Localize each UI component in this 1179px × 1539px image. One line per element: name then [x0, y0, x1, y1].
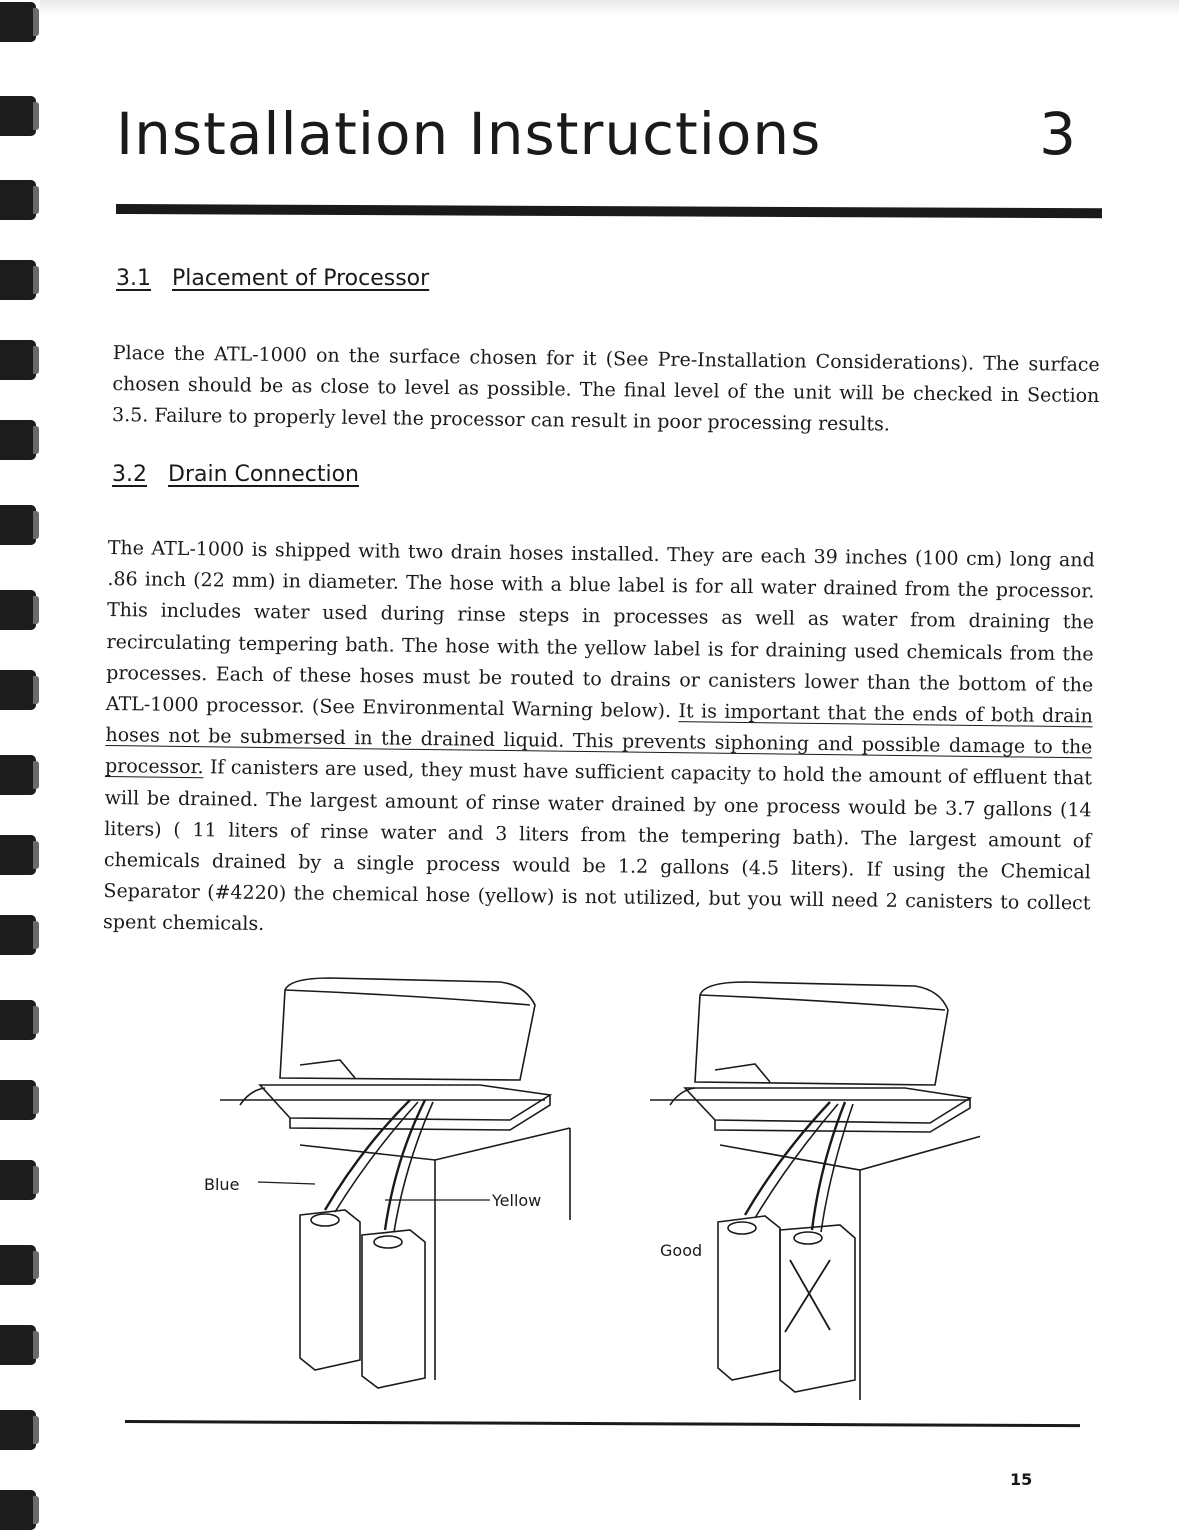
- canister-yellow: [362, 1230, 425, 1388]
- section-heading-drain: [112, 462, 359, 487]
- drain-warning-underlined: It is important that the ends of both drain hoses not be submersed in the drained liquid. This prevents siphoning and possible damage to the processor.: [104, 700, 1093, 779]
- processor-body: [695, 982, 948, 1085]
- processor-handle: [300, 1060, 355, 1078]
- footer-rule: [125, 1420, 1080, 1427]
- processor-base-side: [715, 1098, 970, 1132]
- table-front-edge: [720, 1135, 980, 1170]
- canister-good-cap: [728, 1222, 756, 1234]
- drain-hose-illustration: [180, 960, 980, 1420]
- section-heading-placement: [116, 266, 429, 291]
- hose-blue: [325, 1100, 410, 1210]
- label-blue: Blue: [204, 1175, 240, 1194]
- processor-base: [260, 1085, 550, 1120]
- spiral-binding: [0, 0, 40, 1539]
- right-figure: [650, 982, 980, 1400]
- table-corner: [240, 1088, 265, 1105]
- canister-good: [718, 1216, 780, 1380]
- placement-paragraph: Place the ATL-1000 on the surface chosen for it (See Pre-Installation Considerations). The surface chosen should be as close to level as possible. The final level of the unit will be checked in Section 3.5. Failure to properly level the processor can result in poor processing results.: [111, 341, 1100, 436]
- drain-text-end: If canisters are used, they must have sufficient capacity to hold the amount of effluent that will be drained. The largest amount of rinse water drained by one process would be 3.7 gallons (14 liters) ( 11 liters of rinse water and 3 liters from the tempering bath). The largest amount of chemicals drained by a single process would be 1.2 gallons (4.5 liters). If using the Chemical Separator (#4220) the chemical hose (yellow) is not utilized, but you will need 2 canisters to collect spent chemicals.: [102, 756, 1093, 936]
- section-title: Drain Connection: [168, 462, 359, 487]
- chapter-number: 3: [1039, 100, 1076, 168]
- table-front-edge: [300, 1128, 570, 1160]
- drain-text-start: The ATL-1000 is shipped with two drain hoses installed. They are each 39 inches (100 cm) long and .86 inch (22 mm) in diameter. The hose with a blue label is for all water drained from the processor. This includes water used during rinse steps in processes as well as water from draining the recirculating tempering bath. The hose with the yellow label is for draining used chemicals from the processes. Each of these hoses must be routed to drains or canisters lower than the bottom of the ATL-1000 processor. (See Environmental Warning below).: [105, 536, 1095, 723]
- leader-blue: [258, 1182, 315, 1184]
- processor-lid-line: [700, 995, 945, 1010]
- processor-lid-line: [285, 990, 530, 1005]
- label-good: Good: [660, 1241, 703, 1260]
- chapter-title: Installation Instructions: [116, 100, 822, 168]
- canister-bad-cap: [794, 1232, 822, 1244]
- label-yellow: Yellow: [492, 1191, 542, 1210]
- processor-body: [280, 978, 535, 1080]
- canister-blue: [300, 1210, 360, 1370]
- section-title: Placement of Processor: [172, 266, 430, 291]
- table-corner: [670, 1088, 695, 1105]
- scan-edge-shadow: [40, 0, 1179, 16]
- title-rule: [116, 204, 1102, 218]
- canister-blue-cap: [311, 1214, 339, 1226]
- page-number: 15: [1010, 1470, 1033, 1489]
- canister-yellow-cap: [374, 1236, 402, 1248]
- drain-paragraph: [103, 533, 1095, 951]
- processor-handle: [715, 1064, 770, 1082]
- left-figure: [204, 978, 570, 1388]
- cross-mark-icon: [785, 1260, 830, 1332]
- section-number: 3.1: [116, 266, 151, 291]
- section-number: 3.2: [112, 462, 147, 487]
